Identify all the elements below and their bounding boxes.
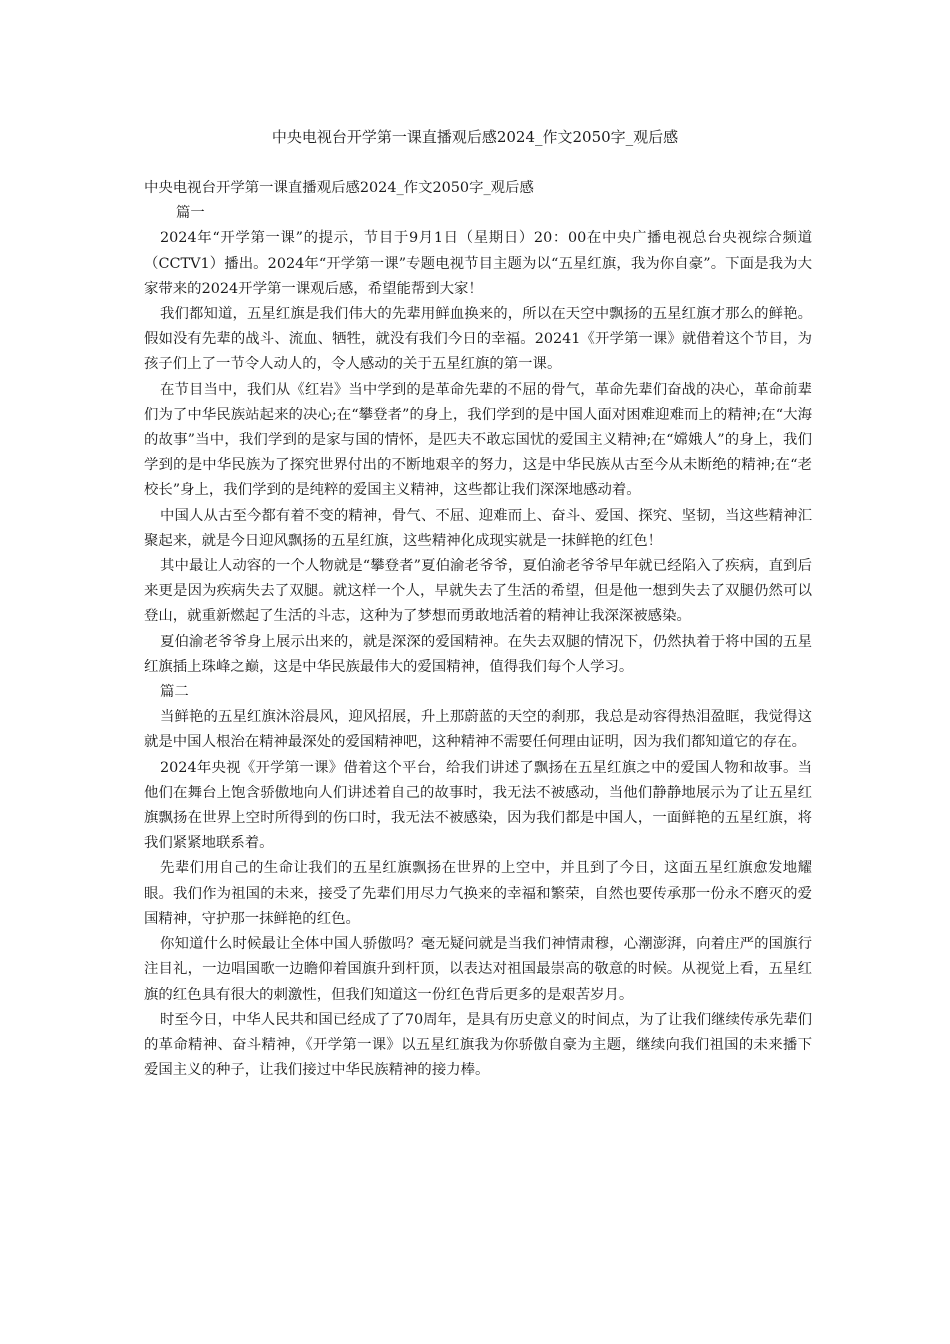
paragraph: 在节目当中，我们从《红岩》当中学到的是革命先辈的不屈的骨气，革命先辈们奋战的决心，革命前辈们为了中华民族站起来的决心;在“攀登者”的身上，我们学到的是中国人面对困难迎难而上的精神;在“大海的故事”当中，我们学到的是家与国的情怀，是匹夫不敢忘国忧的爱国主义精神;在“嫦娥人”的身上，我们学到的是中华民族为了探究世界付出的不断地艰辛的努力，这是中华民族从古至今从未断绝的精神;在“老校长”身上，我们学到的是纯粹的爱国主义精神，这些都让我们深深地感动着。: [144, 381, 812, 499]
paragraph: 先辈们用自己的生命让我们的五星红旗飘扬在世界的上空中，并且到了今日，这面五星红旗愈发地耀眼。我们作为祖国的未来，接受了先辈们用尽力气换来的幸福和繁荣，自然也要传承那一份永不磨灭的爱国精神，守护那一抹鲜艳的红色。: [144, 860, 812, 927]
document-body: [144, 176, 812, 1083]
document-subtitle: 中央电视台开学第一课直播观后感2024_作文2050字_观后感: [144, 180, 534, 196]
paragraph: 你知道什么时候最让全体中国人骄傲吗？毫无疑问就是当我们神情肃穆，心潮澎湃，向着庄严的国旗行注目礼，一边唱国歌一边瞻仰着国旗升到杆顶，以表达对祖国最崇高的敬意的时候。从视觉上看，五星红旗的红色具有很大的刺激性，但我们知道这一份红色背后更多的是艰苦岁月。: [144, 936, 812, 1003]
section-heading-2: 篇二: [160, 684, 189, 701]
paragraph: 2024年“开学第一课”的提示，节目于9月1日（星期日）20：00在中央广播电视总台央视综合频道（CCTV1）播出。2024年“开学第一课”专题电视节目主题为以“五星红旗，我为你自豪”。下面是我为大家带来的2024开学第一课观后感，希望能帮到大家！: [144, 230, 812, 297]
paragraph: 中国人从古至今都有着不变的精神，骨气、不屈、迎难而上、奋斗、爱国、探究、坚韧，当这些精神汇聚起来，就是今日迎风飘扬的五星红旗，这些精神化成现实就是一抹鲜艳的红色！: [144, 507, 812, 549]
paragraph: 2024年央视《开学第一课》借着这个平台，给我们讲述了飘扬在五星红旗之中的爱国人物和故事。当他们在舞台上饱含骄傲地向人们讲述着自己的故事时，我无法不被感动，当他们静静地展示为了让五星红旗飘扬在世界上空时所得到的伤口时，我无法不被感染，因为我们都是中国人，一面鲜艳的五星红旗，将我们紧紧地联系着。: [144, 759, 812, 852]
section-heading-1: 篇一: [176, 205, 205, 222]
paragraph: 夏伯渝老爷爷身上展示出来的，就是深深的爱国精神。在失去双腿的情况下，仍然执着于将中国的五星红旗插上珠峰之巅，这是中华民族最伟大的爱国精神，值得我们每个人学习。: [144, 633, 812, 675]
paragraph: 时至今日，中华人民共和国已经成了了70周年，是具有历史意义的时间点，为了让我们继续传承先辈们的革命精神、奋斗精神，《开学第一课》以五星红旗我为你骄傲自豪为主题，继续向我们祖国的未来播下爱国主义的种子，让我们接过中华民族精神的接力棒。: [144, 1011, 812, 1079]
paragraph: 我们都知道，五星红旗是我们伟大的先辈用鲜血换来的，所以在天空中飘扬的五星红旗才那么的鲜艳。假如没有先辈的战斗、流血、牺牲，就没有我们今日的幸福。20241《开学第一课》就借着这个节目，为孩子们上了一节令人动人的，令人感动的关于五星红旗的第一课。: [144, 306, 812, 373]
paragraph: 当鲜艳的五星红旗沐浴晨风，迎风招展，升上那蔚蓝的天空的刹那，我总是动容得热泪盈眶，我觉得这就是中国人根治在精神最深处的爱国精神吧，这种精神不需要任何理由证明，因为我们都知道它的存在。: [144, 709, 812, 751]
paragraph: 其中最让人动容的一个人物就是“攀登者”夏伯渝老爷爷，夏伯渝老爷爷早年就已经陷入了疾病，直到后来更是因为疾病失去了双腿。就这样一个人，早就失去了生活的希望，但是他一想到失去了双腿仍然可以登山，就重新燃起了生活的斗志，这种为了梦想而勇敢地活着的精神让我深深被感染。: [144, 558, 812, 625]
document-title: 中央电视台开学第一课直播观后感2024_作文2050字_观后感: [271, 128, 679, 146]
